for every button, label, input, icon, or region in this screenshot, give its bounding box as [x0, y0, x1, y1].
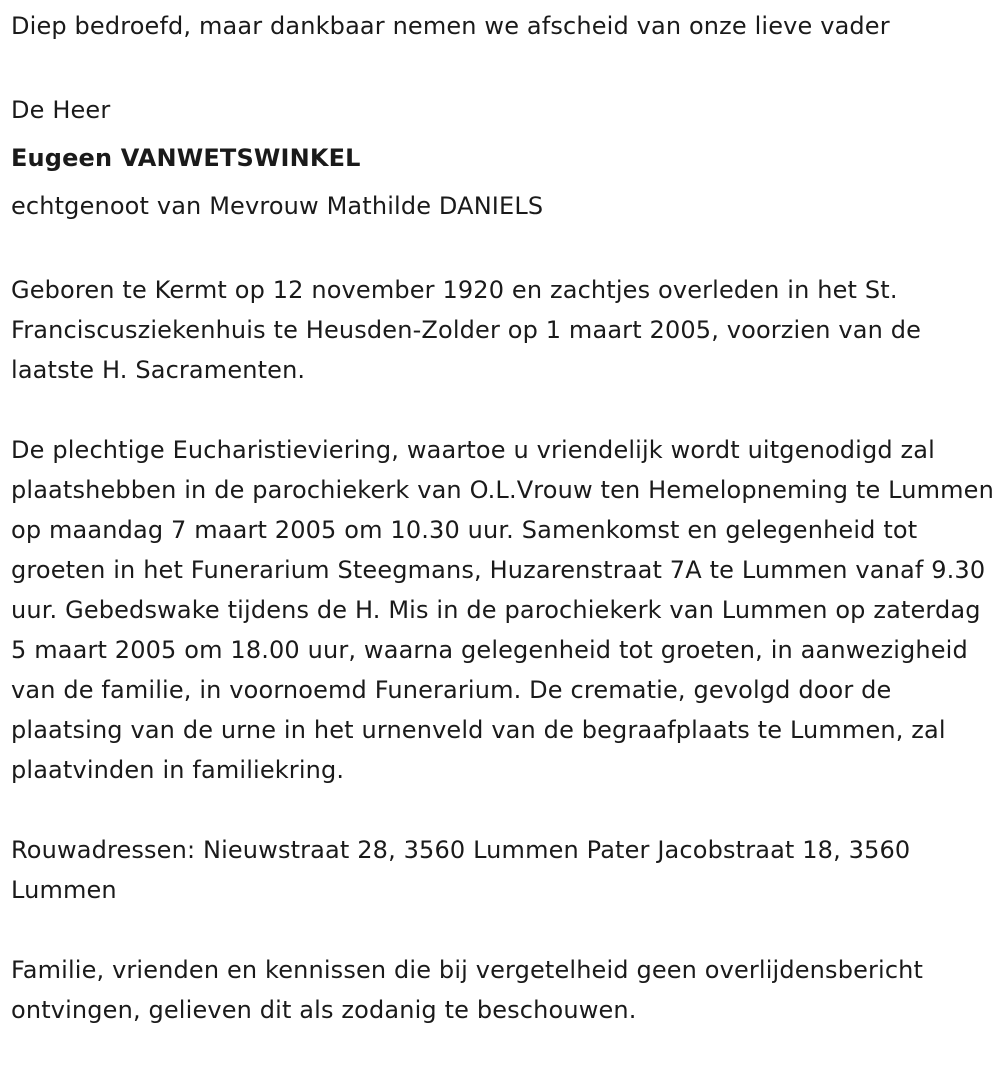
addresses-paragraph: Rouwadressen: Nieuwstraat 28, 3560 Lummen Pater Jacobstraat 18, 3560 Lummen: [11, 836, 911, 904]
closing-paragraph: Familie, vrienden en kennissen die bij vergetelheid geen overlijdensbericht ontvingen, gelieven dit als zodanig te beschouwen.: [11, 956, 924, 1024]
deceased-name: Eugeen VANWETSWINKEL: [11, 144, 361, 172]
birth-death-paragraph: Geboren te Kermt op 12 november 1920 en zachtjes overleden in het St. Franciscusziekenhuis te Heusden-Zolder op 1 maart 2005, voorzien van de laatste H. Sacramenten.: [11, 276, 922, 384]
intro-text: Diep bedroefd, maar dankbaar nemen we afscheid van onze lieve vader: [11, 12, 890, 40]
spouse-text: echtgenoot van Mevrouw Mathilde DANIELS: [11, 192, 544, 220]
honorific-title: De Heer: [11, 96, 111, 124]
ceremony-paragraph: De plechtige Eucharistieviering, waartoe u vriendelijk wordt uitgenodigd zal plaatshebben in de parochiekerk van O.L.Vrouw ten Hemelopneming te Lummen op maandag 7 maart 2005 om 10.30 uur. Samenkomst en gelegenheid tot groeten in het Funerarium Steegmans, Huzarenstraat 7A te Lummen vanaf 9.30 uur. Gebedswake tijdens de H. Mis in de parochiekerk van Lummen op zaterdag 5 maart 2005 om 18.00 uur, waarna gelegenheid tot groeten, in aanwezigheid van de familie, in voornoemd Funerarium. De crematie, gevolgd door de plaatsing van de urne in het urnenveld van de begraafplaats te Lummen, zal plaatvinden in familiekring.: [11, 436, 994, 784]
obituary-notice: [11, 6, 996, 1030]
